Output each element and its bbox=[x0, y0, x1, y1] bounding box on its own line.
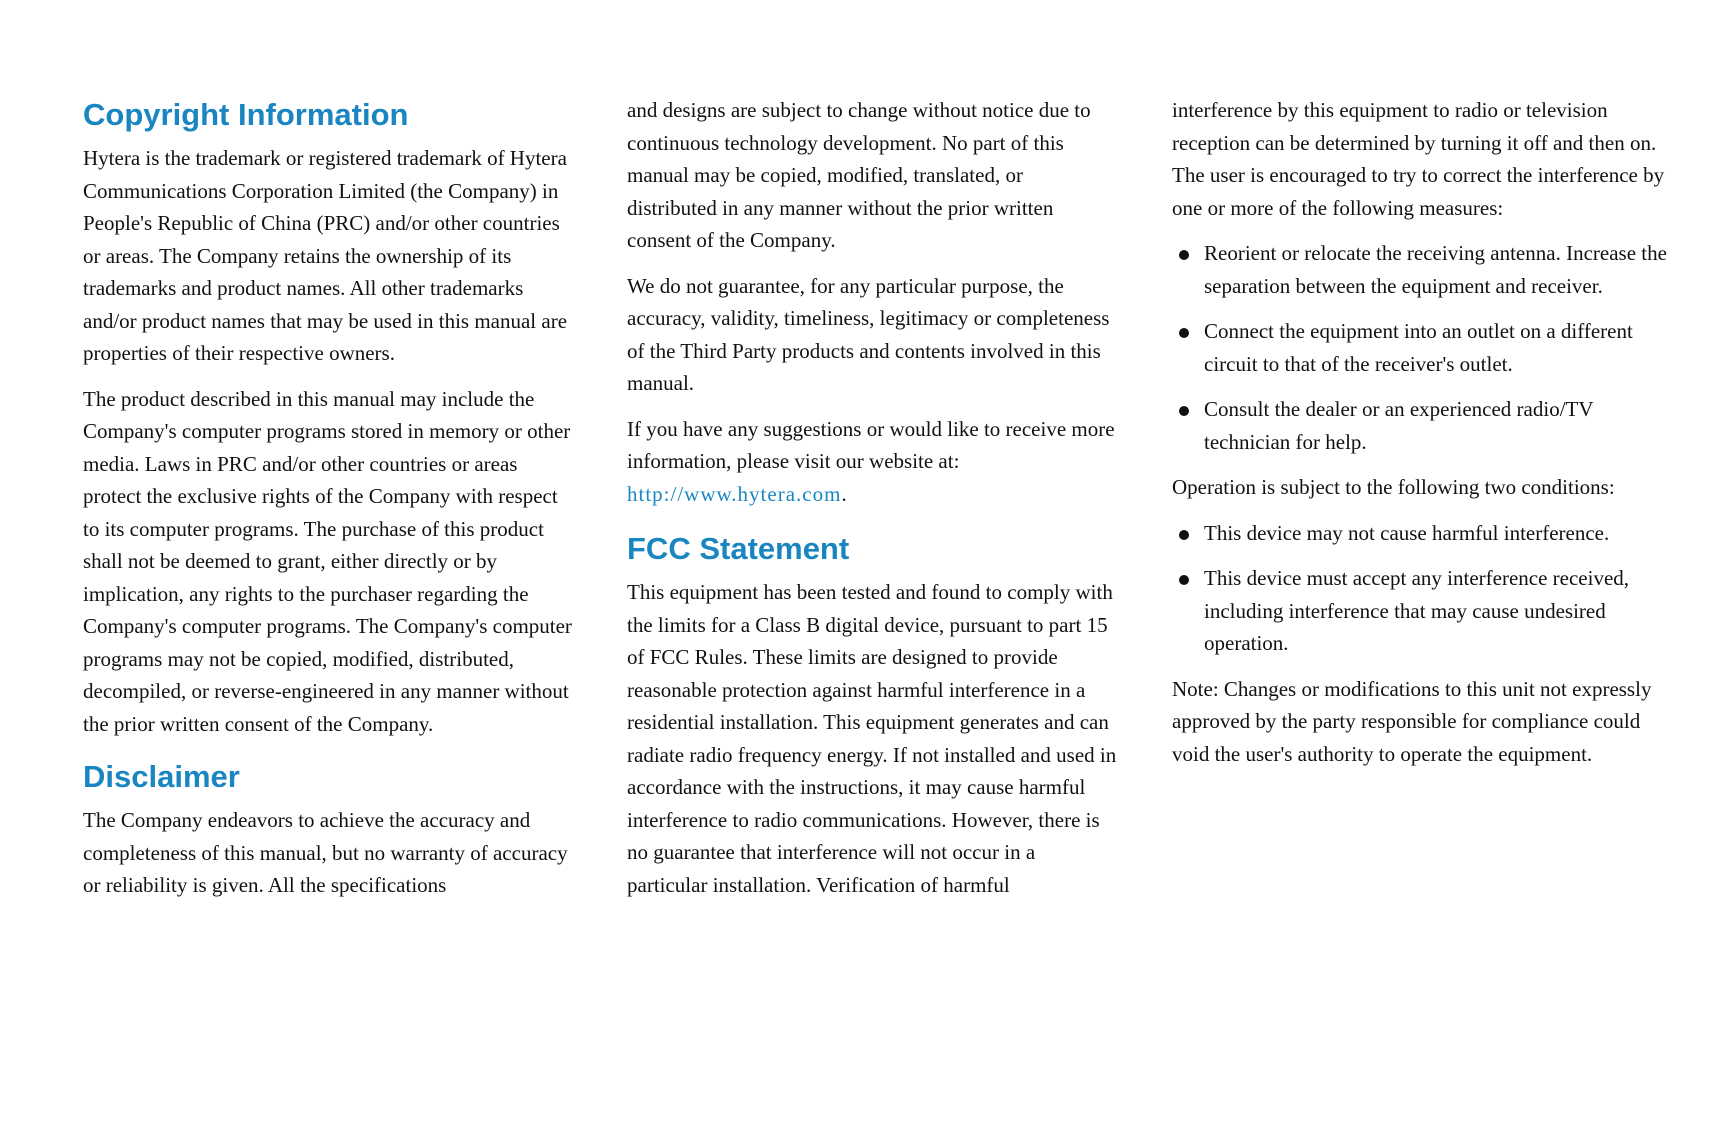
disclaimer-paragraph-1-start: The Company endeavors to achieve the accuracy and completeness of this manual, but no warranty of accuracy or reliability is given. All the specifications bbox=[83, 808, 568, 897]
disclaimer-heading: Disclaimer bbox=[83, 759, 240, 794]
website-prompt: If you have any suggestions or would like to receive more information, please visit our website at: bbox=[627, 416, 1115, 473]
bullet-icon bbox=[1179, 575, 1189, 585]
column-right bbox=[1172, 94, 1672, 783]
conditions-list bbox=[1172, 517, 1672, 660]
measure-text: Consult the dealer or an experienced radio/TV technician for help. bbox=[1204, 397, 1594, 454]
list-item bbox=[1172, 517, 1672, 550]
list-item bbox=[1172, 562, 1672, 660]
disclaimer-paragraph-2: We do not guarantee, for any particular purpose, the accuracy, validity, timeliness, legitimacy or completeness of the Third Party products and contents involved in this manual. bbox=[627, 273, 1110, 395]
column-left bbox=[83, 94, 573, 915]
list-item bbox=[1172, 393, 1672, 458]
disclaimer-paragraph-1-continued: and designs are subject to change without notice due to continuous technology development. No part of this manual may be copied, modified, translated, or distributed in any manner without the prior written consent of the Company. bbox=[627, 98, 1091, 252]
measures-list bbox=[1172, 237, 1672, 458]
fcc-paragraph-1-continued: interference by this equipment to radio or television reception can be determined by turning it off and then on. The user is encouraged to try to correct the interference by one or more of the following measures: bbox=[1172, 98, 1665, 220]
fcc-note: Note: Changes or modifications to this unit not expressly approved by the party responsible for compliance could void the user's authority to operate the equipment. bbox=[1172, 676, 1652, 766]
condition-text: This device must accept any interference received, including interference that may cause undesired operation. bbox=[1204, 566, 1630, 655]
website-link[interactable]: http://www.hytera.com bbox=[627, 481, 842, 506]
list-item bbox=[1172, 237, 1672, 302]
conditions-intro: Operation is subject to the following two conditions: bbox=[1172, 475, 1615, 499]
copyright-paragraph-2: The product described in this manual may include the Company's computer programs stored in memory or other media. Laws in PRC and/or other countries or areas protect the exclusive rights of the Company with respect to its computer programs. The purchase of this product shall not be deemed to grant, either directly or by implication, any rights to the purchaser regarding the Company's computer programs. The Company's computer programs may not be copied, modified, distributed, decompiled, or reverse-engineered in any manner without the prior written consent of the Company. bbox=[83, 386, 572, 736]
condition-text: This device may not cause harmful interference. bbox=[1204, 520, 1610, 545]
copyright-heading: Copyright Information bbox=[83, 97, 409, 132]
list-item bbox=[1172, 315, 1672, 380]
measure-text: Reorient or relocate the receiving antenna. Increase the separation between the equipment and receiver. bbox=[1204, 241, 1667, 298]
fcc-heading: FCC Statement bbox=[627, 531, 850, 566]
fcc-paragraph-1: This equipment has been tested and found to comply with the limits for a Class B digital device, pursuant to part 15 of FCC Rules. These limits are designed to provide reasonable protection against harmful interference in a residential installation. This equipment generates and can radiate radio frequency energy. If not installed and used in accordance with the instructions, it may cause harmful interference to radio communications. However, there is no guarantee that interference will not occur in a particular installation. Verification of harmful bbox=[627, 580, 1117, 897]
bullet-icon bbox=[1179, 406, 1189, 416]
measure-text: Connect the equipment into an outlet on a different circuit to that of the receiver's outlet. bbox=[1204, 319, 1633, 376]
bullet-icon bbox=[1179, 328, 1189, 338]
bullet-icon bbox=[1179, 530, 1189, 540]
copyright-paragraph-1: Hytera is the trademark or registered trademark of Hytera Communications Corporation Limited (the Company) in People's Republic of China (PRC) and/or other countries or areas. The Company retains the ownership of its trademarks and product names. All other trademarks and/or product names that may be used in this manual are properties of their respective owners. bbox=[83, 146, 568, 365]
bullet-icon bbox=[1179, 250, 1189, 260]
column-middle bbox=[627, 94, 1117, 914]
disclaimer-paragraph-3 bbox=[627, 413, 1117, 511]
website-period: . bbox=[841, 481, 847, 506]
